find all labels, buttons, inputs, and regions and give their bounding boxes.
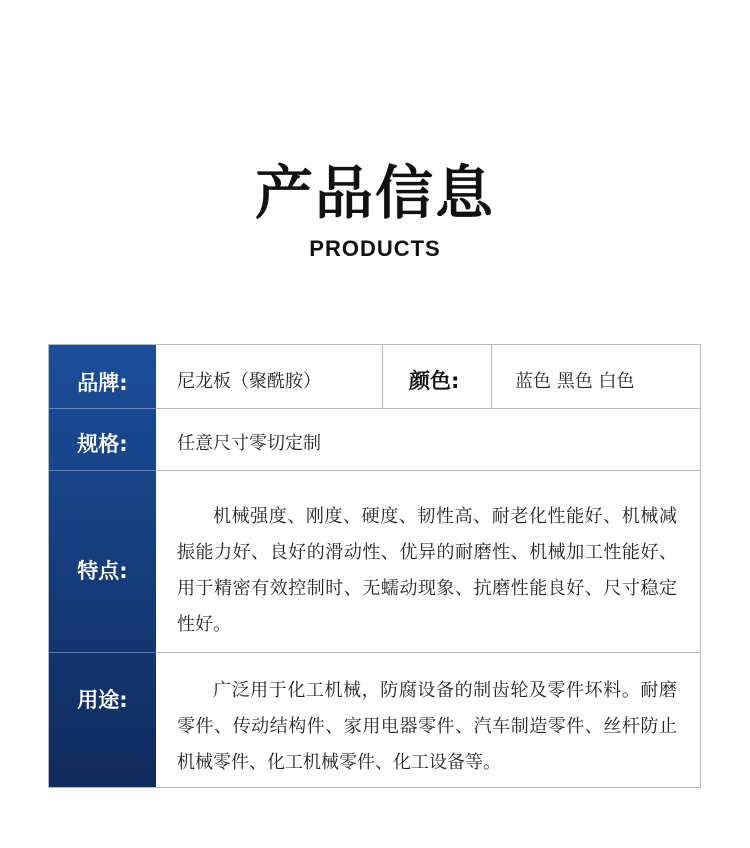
color-label: 颜色: [409,369,460,393]
row-divider [156,652,700,653]
features-label: 特点: [77,559,128,583]
spec-value: 任意尺寸零切定制 [177,433,321,454]
column-divider [382,345,383,408]
usage-text: 广泛用于化工机械，防腐设备的制齿轮及零件坏料。耐磨零件、传动结构件、家用电器零件、汽车制造零件、丝杆防止机械零件、化工机械零件、化工设备等。 [177,680,677,773]
usage-label: 用途: [77,688,128,712]
page-title: 产品信息 [254,159,495,227]
product-info-table [48,344,701,788]
brand-label: 品牌: [77,371,128,395]
spec-label: 规格: [77,432,128,456]
row-divider [156,408,700,409]
features-text: 机械强度、刚度、硬度、韧性高、耐老化性能好、机械减振能力好、良好的滑动性、优异的耐磨性、机械加工性能好、用于精密有效控制时、无蠕动现象、抗磨性能良好、尺寸稳定性好。 [177,506,677,635]
column-divider [491,345,492,408]
label-divider [49,652,156,653]
label-divider [49,470,156,471]
brand-value: 尼龙板（聚酰胺） [177,371,321,392]
label-column [49,345,156,787]
page-subtitle: PRODUCTS [309,236,441,261]
row-divider [156,470,700,471]
label-divider [49,408,156,409]
color-value: 蓝色 黑色 白色 [515,371,635,392]
